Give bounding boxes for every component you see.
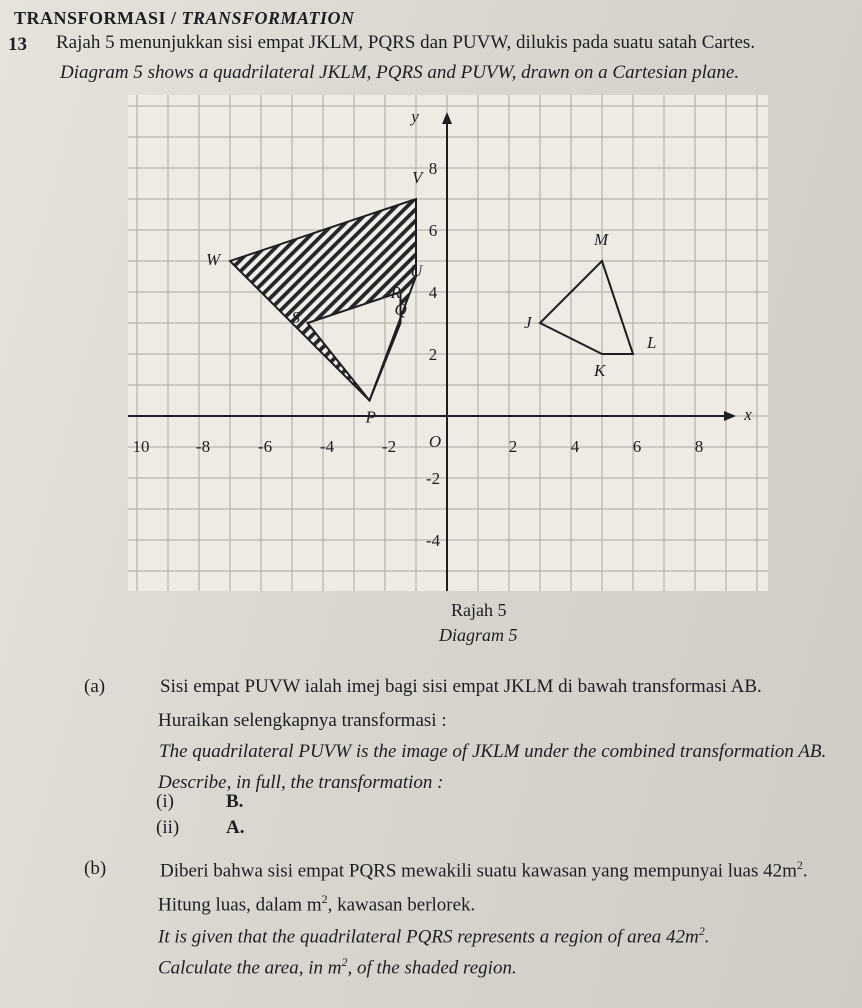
x-tick-label: 2 xyxy=(508,437,518,456)
y-tick-label: 4 xyxy=(428,283,438,302)
vertex-label-K: K xyxy=(594,361,606,380)
x-tick-label: 6 xyxy=(632,437,642,456)
x-axis-label: x xyxy=(744,405,752,424)
vertex-label-V: V xyxy=(412,168,423,187)
part-b-instruction-bm: Hitung luas, dalam $m^2$, kawasan berlorek. xyxy=(158,892,476,916)
vertex-label-J: J xyxy=(524,313,532,332)
vertex-label-R: R xyxy=(390,283,401,302)
sub-ii-label: (ii) xyxy=(156,817,180,838)
sub-ii-value: A. xyxy=(226,817,245,838)
part-a-text-en: The quadrilateral PUVW is the image of JKLM under the combined transformation AB. xyxy=(159,741,827,762)
question-text-bm: Rajah 5 menunjukkan sisi empat JKLM, PQRS dan PUVW, dilukis pada suatu satah Cartes. xyxy=(56,32,756,53)
part-b-text-bm: Diberi bahwa sisi empat PQRS mewakili suatu kawasan yang mempunyai luas $42m^2$. xyxy=(160,858,808,882)
vertex-label-U: U xyxy=(410,261,423,281)
x-tick-label: -8 xyxy=(195,437,211,456)
part-b-text-en: It is given that the quadrilateral PQRS represents a region of area $42m^2$. xyxy=(158,924,710,948)
caption-en: Diagram 5 xyxy=(439,625,518,645)
vertex-label-Q: Q xyxy=(394,300,407,319)
y-tick-label: 8 xyxy=(428,159,438,178)
vertex-label-L: L xyxy=(647,333,657,352)
part-a-instruction-en: Describe, in full, the transformation : xyxy=(158,772,444,793)
y-tick-label: -4 xyxy=(425,531,441,550)
vertex-label-P: P xyxy=(365,407,376,427)
vertex-label-S: S xyxy=(291,308,300,327)
sub-i-label: (i) xyxy=(156,791,174,812)
caption-bm: Rajah 5 xyxy=(451,600,507,620)
part-b-instruction-en: Calculate the area, in $m^2$, of the shaded region. xyxy=(158,955,517,979)
part-a-text-bm: Sisi empat PUVW ialah imej bagi sisi empat JKLM di bawah transformasi AB. xyxy=(160,676,762,697)
sub-i-value: B. xyxy=(226,791,244,812)
x-tick-label: -6 xyxy=(257,437,273,456)
part-a-instruction-bm: Huraikan selengkapnya transformasi : xyxy=(158,710,447,731)
vertex-label-W: W xyxy=(206,250,221,269)
section-heading: TRANSFORMASI / TRANSFORMATION xyxy=(14,8,355,28)
x-tick-label: 4 xyxy=(570,437,580,456)
part-a-label: (a) xyxy=(84,676,106,697)
x-tick-label: 10 xyxy=(132,437,150,456)
x-tick-label: -2 xyxy=(381,437,397,456)
question-number: 13 xyxy=(8,34,27,55)
y-tick-label: 2 xyxy=(428,345,438,364)
question-text-en: Diagram 5 shows a quadrilateral JKLM, PQRS and PUVW, drawn on a Cartesian plane. xyxy=(60,62,740,83)
x-tick-label: 8 xyxy=(694,437,704,456)
x-tick-label: -4 xyxy=(319,437,335,456)
y-axis-label: y xyxy=(411,107,419,126)
y-tick-label: 6 xyxy=(428,221,438,240)
part-b-label: (b) xyxy=(84,858,107,879)
vertex-label-M: M xyxy=(594,230,609,249)
y-tick-label: -2 xyxy=(425,469,441,488)
origin-label: O xyxy=(428,432,442,451)
